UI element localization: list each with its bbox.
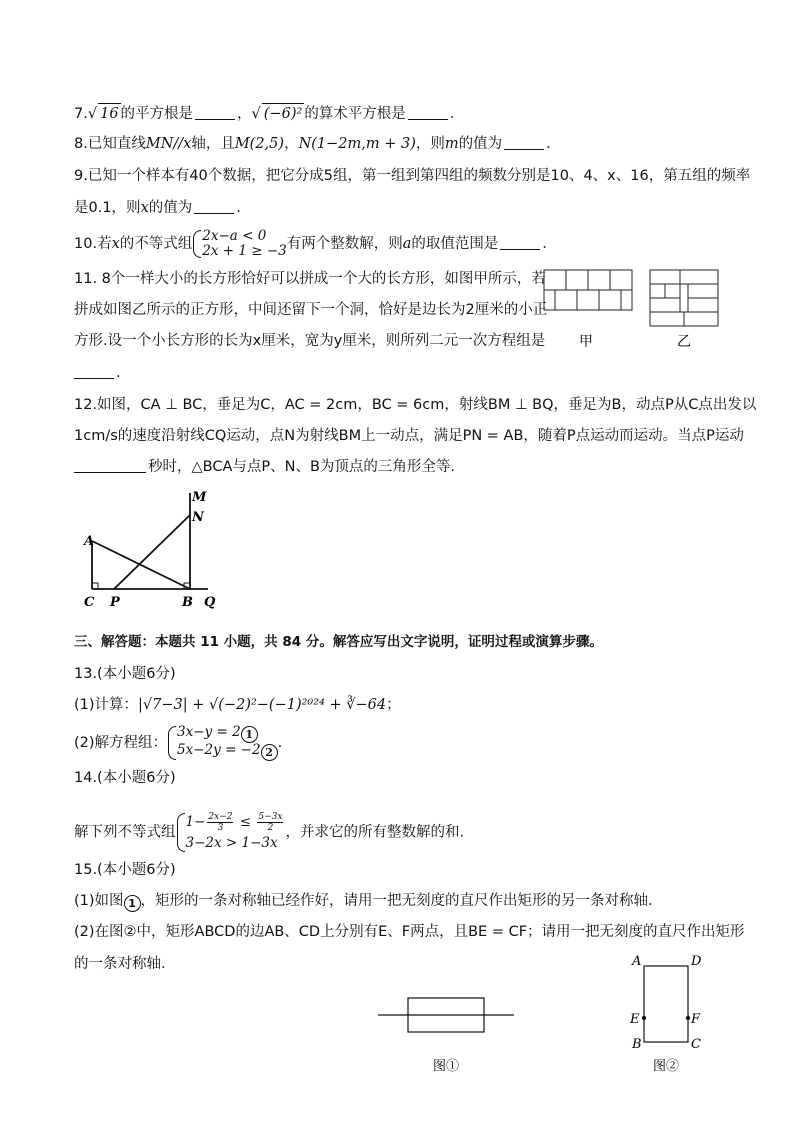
q9-end: ．	[236, 200, 251, 216]
q14-body	[74, 812, 464, 853]
q14-text1: 解下列不等式组	[74, 824, 176, 841]
label-F: F	[691, 1012, 701, 1027]
question-9-line1: 9.已知一个样本有40个数据，把它分成5组，第一组到第四组的频数分别是10、4、x、16，第五组的频率	[74, 168, 751, 184]
q13-header: 13.(本小题6分)	[74, 666, 176, 682]
section-3-heading: 三、解答题：本题共 11 小题，共 84 分。解答应写出文字说明，证明过程或演算步骤。	[74, 634, 603, 650]
q7-sqrt-neg6: (−6)²	[262, 103, 305, 124]
q10-ineq2: 2x + 1 ≥ −3	[202, 243, 287, 259]
question-10	[74, 229, 557, 259]
q12-figure	[80, 485, 230, 615]
q13-p1-expression: |√7−3| + √(−2)²−(−1)²⁰²⁴ + ∛−64	[138, 697, 387, 713]
q15-p1-label: (1)如图	[74, 893, 124, 909]
label-yi: 乙	[677, 334, 691, 350]
q15-part1	[74, 891, 663, 912]
q10-a: a	[402, 236, 412, 252]
question-12-line3	[74, 457, 465, 477]
q15-p1-text: ，矩形的一条对称轴已经作好，请用一把无刻度的直尺作出矩形的另一条对称轴．	[140, 893, 663, 909]
q9-x: x	[140, 200, 149, 216]
label-N: N	[192, 510, 204, 525]
q14-ineq1: 1− $\frac{2x-2}{3}$ ≤ $\frac{5-3x}{2}$	[185, 812, 283, 833]
question-11-line1: 11. 8个一样大小的长方形恰好可以拼成一个大的长方形，如图甲所示，若	[74, 271, 546, 287]
q7-text2: 的算术平方根是	[304, 106, 406, 122]
circled-1: 1	[241, 726, 258, 743]
fig2-caption: 图②	[652, 1059, 680, 1074]
q7-number: 7.	[74, 106, 88, 122]
q14-header: 14.(本小题6分)	[74, 770, 176, 786]
q8-text3: ，则	[415, 136, 445, 152]
q11-figures	[540, 266, 730, 356]
q13-eq2-text: 5x−2y = −2	[177, 742, 261, 758]
q10-end: ．	[542, 236, 557, 252]
q8-point-n: N(1−2m,m + 3)	[298, 136, 416, 152]
q10-text4: 的取值范围是	[411, 236, 499, 252]
q7-sep: ，	[237, 106, 252, 122]
circled-1: 1	[124, 895, 141, 912]
q15-header: 15.(本小题6分)	[74, 862, 176, 878]
answer-blank	[74, 458, 146, 473]
label-B: B	[632, 1037, 642, 1052]
q8-text2: 轴，且	[191, 136, 235, 152]
label-M: M	[192, 490, 207, 505]
q8-number: 8.	[74, 136, 88, 152]
question-11-line3: 方形.设一个小长方形的长为x厘米，宽为y厘米，则所列二元一次方程组是	[74, 333, 546, 349]
q7-end: ．	[449, 106, 465, 122]
q15-figure-2	[622, 950, 722, 1080]
q13-eq1-text: 3x−y = 2	[177, 724, 241, 740]
label-jia: 甲	[579, 334, 593, 350]
circled-2: 2	[261, 744, 278, 761]
q10-number: 10.	[74, 236, 98, 252]
q13-p2-end: .	[277, 735, 283, 751]
figure-yi	[650, 270, 718, 326]
q13-equation-system	[167, 725, 278, 761]
q14-one: 1	[185, 814, 195, 830]
answer-blank	[195, 105, 235, 120]
q8-mn: MN//x	[145, 136, 192, 152]
answer-blank	[408, 105, 448, 120]
question-11-line4	[74, 363, 121, 383]
q13-p2-label: (2)解方程组：	[74, 735, 168, 751]
q14-frac1-num: 2x−2	[208, 812, 233, 822]
q14-frac1	[207, 812, 233, 833]
q9-text: 是0.1，则	[74, 200, 141, 216]
q14-frac2-den: 2	[267, 823, 274, 833]
question-9-line2	[74, 198, 251, 218]
q8-mvar: m	[444, 136, 459, 152]
label-E: E	[630, 1012, 640, 1027]
label-B: B	[182, 595, 193, 610]
q14-frac1-den: 3	[217, 823, 224, 833]
label-C: C	[84, 595, 95, 610]
q10-text3: 有两个整数解，则	[286, 236, 403, 252]
q14-le: ≤	[235, 814, 256, 830]
q7-text1: 的平方根是	[120, 106, 194, 122]
question-12-line1: 12.如图，CA ⊥ BC，垂足为C，AC = 2cm，BC = 6cm，射线BM ⊥ BQ，垂足为B，动点P从C点出发以	[74, 397, 757, 413]
q15-part2-line2: 的一条对称轴．	[74, 956, 176, 972]
q13-p1-label: (1)计算：	[74, 697, 139, 713]
question-12-line2: 1cm/s的速度沿射线CQ运动，点N为射线BM上一动点，满足PN = AB，随着P点运动而运动。当点P运动	[74, 428, 744, 444]
q15-part2-line1: (2)在图②中，矩形ABCD的边AB、CD上分别有E、F两点，且BE = CF；请用一把无刻度的直尺作出矩形	[74, 924, 745, 940]
fig1-caption: 图①	[432, 1059, 460, 1074]
figure-jia	[544, 270, 632, 310]
q8-point-m: M(2,5)	[234, 136, 285, 152]
label-D: D	[691, 954, 702, 969]
q13-p1-end: ；	[386, 697, 401, 713]
q13-eq1	[177, 725, 278, 743]
q14-ineq2: 3−2x > 1−3x	[185, 835, 278, 851]
label-C: C	[691, 1037, 701, 1052]
q14-text2: ，并求它的所有整数解的和.	[285, 824, 465, 841]
q14-frac2	[257, 812, 283, 833]
answer-blank	[504, 135, 544, 150]
q13-part1	[74, 695, 401, 715]
q11-end: .	[116, 365, 121, 381]
q13-part2	[74, 725, 282, 761]
answer-blank	[194, 199, 234, 214]
q7-sqrt-16: 16	[98, 103, 120, 124]
label-A: A	[632, 954, 642, 969]
question-11-line2: 拼成如图乙所示的正方形，中间还留下一个洞，恰好是边长为2厘米的小正	[74, 302, 548, 318]
q14-inequality-system	[176, 812, 286, 853]
answer-blank	[500, 235, 540, 250]
q8-text4: 的值为	[458, 136, 503, 152]
q14-frac2-num: 5−3x	[258, 812, 283, 822]
q12-line3-text: 秒时，△BCA与点P、N、B为顶点的三角形全等．	[148, 459, 465, 475]
q10-inequality-system	[192, 229, 286, 259]
q8-sep: ，	[284, 136, 299, 152]
q15-figure-1	[370, 990, 530, 1080]
answer-blank	[74, 364, 114, 379]
question-8	[74, 134, 561, 154]
label-P: P	[110, 595, 120, 610]
q13-eq2	[177, 743, 278, 761]
q10-text2: 的不等式组	[119, 236, 193, 252]
q10-x: x	[111, 236, 120, 252]
label-Q: Q	[204, 595, 216, 610]
question-7: 7.√ 16 的平方根是 ，√ (−6)² 的算术平方根是 ．	[74, 103, 464, 124]
label-A: A	[84, 534, 95, 549]
q8-text1: 已知直线	[87, 136, 146, 152]
q10-ineq1: 2x−a < 0	[202, 228, 267, 244]
q10-text1: 若	[97, 236, 112, 252]
q9-text2: 的值为	[148, 200, 193, 216]
q8-end: ．	[546, 136, 561, 152]
